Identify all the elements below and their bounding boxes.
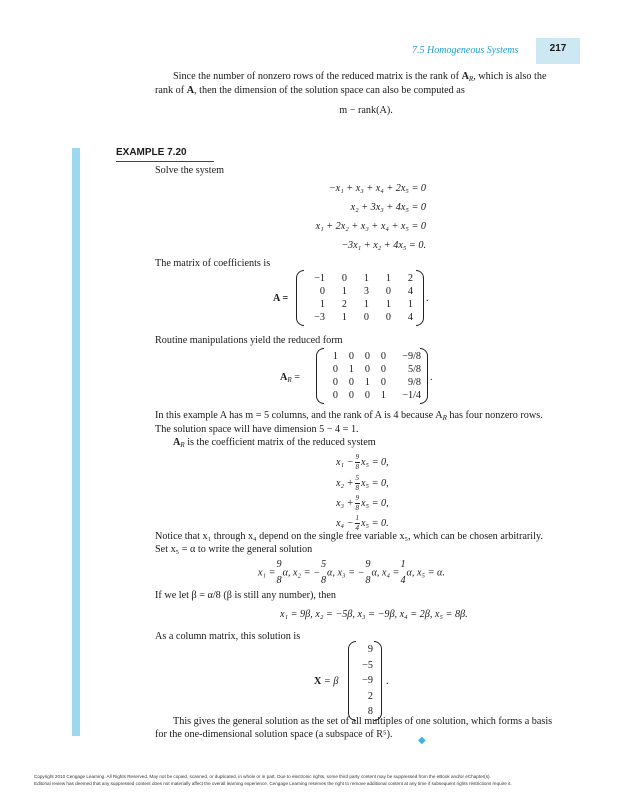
running-header bbox=[390, 38, 580, 64]
vector-entry: 2 bbox=[367, 690, 373, 702]
vector-entry: 9 bbox=[367, 644, 373, 655]
x-vector-label: X = β bbox=[314, 676, 339, 687]
intro-text: , which is also the bbox=[473, 71, 547, 82]
matrix-ar bbox=[316, 348, 428, 404]
column-intro: As a column matrix, this solution is bbox=[155, 631, 301, 642]
intro-paragraph: Since the number of nonzero rows of the reduced matrix is the rank of $A_R$, which is also the rank of A, then the dimension of the solution space can also be computed as bbox=[155, 71, 547, 97]
matrix-cell: 0 bbox=[332, 377, 338, 388]
system-equation: x₂ + 3x₃ + 4x₅ = 0 bbox=[350, 202, 426, 213]
example-sidebar-bar bbox=[72, 148, 80, 736]
system-equation: x₁ + 2x₂ + x₃ + x₄ + x₅ = 0 bbox=[315, 221, 426, 232]
example-prompt: Solve the system bbox=[155, 165, 225, 176]
reduced-equation: x₃ + $\frac{9}{8}$ x₅ = 0, bbox=[336, 494, 389, 512]
beta-intro: If we let β = α/8 (β is still any number), then bbox=[155, 590, 337, 601]
matrix-cell: 1 bbox=[385, 273, 391, 284]
matrix-cell: 0 bbox=[319, 286, 325, 297]
intro-text: rank of bbox=[155, 85, 187, 97]
vector-entry: −5 bbox=[362, 659, 373, 671]
matrix-cell: 4 bbox=[407, 286, 413, 297]
beta-solution: x₁ = 9β, x₂ = −5β, x₃ = −9β, x₄ = 2β, x₅ = 8β. bbox=[280, 609, 468, 620]
end-of-example-diamond-icon: ◆ bbox=[418, 735, 426, 746]
matrix-cell: −9/8 bbox=[402, 351, 421, 362]
matrix-cell: 0 bbox=[380, 377, 386, 388]
matrix-cell: 0 bbox=[348, 390, 354, 401]
matrix-cell: 1 bbox=[348, 364, 354, 375]
matrix-cell: 4 bbox=[407, 312, 413, 323]
rank-formula: m − rank(A). bbox=[339, 105, 393, 116]
matrix-cell: −1 bbox=[314, 273, 325, 284]
matrix-cell: 0 bbox=[363, 312, 369, 323]
period: . bbox=[426, 293, 429, 304]
matrix-cell: 3 bbox=[363, 286, 369, 297]
matrix-a bbox=[296, 270, 424, 326]
matrix-cell: 1 bbox=[319, 299, 325, 310]
matrix-cell: 1 bbox=[380, 390, 386, 401]
period: . bbox=[430, 372, 433, 383]
matrix-cell: 0 bbox=[385, 312, 391, 323]
matrix-cell: 1 bbox=[407, 299, 413, 310]
notice-paragraph: Notice that x₁ through x₄ depend on the single free variable x₅, which can be chosen arbitrarily. Set x₅ = α to write the general solution bbox=[155, 531, 543, 556]
matrix-cell: 1 bbox=[341, 312, 347, 323]
system-equation: −x₁ + x₃ + x₄ + 2x₅ = 0 bbox=[328, 183, 426, 194]
conclusion-paragraph: This gives the general solution as the set of all multiples of one solution, which forms a basis for the one-dimensional solution space (a subspace of R⁵). bbox=[155, 716, 553, 741]
system-equation: −3x₁ + x₂ + 4x₅ = 0. bbox=[341, 240, 426, 251]
matrix-cell: 0 bbox=[380, 351, 386, 362]
matrix-cell: 1 bbox=[332, 351, 338, 362]
matrix-cell: 0 bbox=[364, 351, 370, 362]
vector-entry: 8 bbox=[367, 706, 373, 718]
reduced-equation: x₂ + $\frac{5}{8}$ x₅ = 0, bbox=[336, 474, 389, 492]
matrix-cell: 9/8 bbox=[407, 377, 421, 388]
coef-intro: The matrix of coefficients is bbox=[155, 258, 271, 269]
matrix-cell: 2 bbox=[407, 273, 413, 284]
matrix-cell: 5/8 bbox=[407, 364, 421, 375]
intro-text: Since the number of nonzero rows of the reduced matrix is the rank of bbox=[173, 71, 462, 82]
matrix-cell: 0 bbox=[341, 273, 347, 284]
general-solution: x₁ = 9 8 α, x₂ = − 5 8 α, x₃ = − 9 8 α, x₄ = 1 4 α, x₅ = α. bbox=[258, 559, 445, 586]
copyright-footer: Copyright 2010 Cengage Learning. All Rights Reserved. May not be copied, scanned, or duplicated, in whole or in part. Due to electronic rights, some third party content may be suppressed from the eBook and/or eChapter(s). Editorial review has deemed that any suppressed content does not materially affect the overall learning experience. Cengage Learning reserves the right to remove additional content at any time if subsequent rights restrictions require it. bbox=[34, 774, 512, 786]
matrix-cell: 0 bbox=[385, 286, 391, 297]
x-vector bbox=[348, 641, 382, 721]
reduce-intro: Routine manipulations yield the reduced form bbox=[155, 335, 343, 346]
matrix-cell: 2 bbox=[341, 299, 347, 310]
matrix-cell: 0 bbox=[348, 377, 354, 388]
matrix-cell: 1 bbox=[364, 377, 370, 388]
matrix-cell: 0 bbox=[332, 364, 338, 375]
vector-entry: −9 bbox=[362, 675, 373, 687]
matrix-cell: 0 bbox=[364, 364, 370, 375]
matrix-ar-label: $A_R$ = bbox=[280, 372, 300, 384]
matrix-cell: 0 bbox=[380, 364, 386, 375]
example-heading: EXAMPLE 7.20 bbox=[116, 146, 214, 162]
period: . bbox=[386, 676, 389, 687]
matrix-cell: −3 bbox=[314, 312, 325, 323]
section-title: 7.5 Homogeneous Systems bbox=[412, 45, 519, 56]
matrix-cell: 1 bbox=[363, 273, 369, 284]
matrix-cell: 1 bbox=[363, 299, 369, 310]
rank-paragraph: In this example A has m = 5 columns, and the rank of A is 4 because $A_R$ has four nonzero rows. The solution space will have dimension 5 − 4 = 1. $A_R$ is the coefficient matrix of the reduced system bbox=[155, 410, 543, 450]
reduced-equation: x₄ − $\frac{1}{4}$ x₅ = 0. bbox=[336, 514, 389, 532]
matrix-cell: −1/4 bbox=[402, 390, 421, 401]
page-number: 217 bbox=[536, 38, 580, 64]
matrix-cell: 1 bbox=[341, 286, 347, 297]
matrix-cell: 0 bbox=[348, 351, 354, 362]
matrix-a-label: A = bbox=[273, 293, 289, 304]
matrix-cell: 0 bbox=[364, 390, 370, 401]
matrix-cell: 0 bbox=[332, 390, 338, 401]
matrix-cell: 1 bbox=[385, 299, 391, 310]
intro-text: , then the dimension of the solution space can also be computed as bbox=[194, 85, 465, 97]
reduced-equation: x₁ − $\frac{9}{8}$ x₅ = 0, bbox=[336, 453, 389, 471]
